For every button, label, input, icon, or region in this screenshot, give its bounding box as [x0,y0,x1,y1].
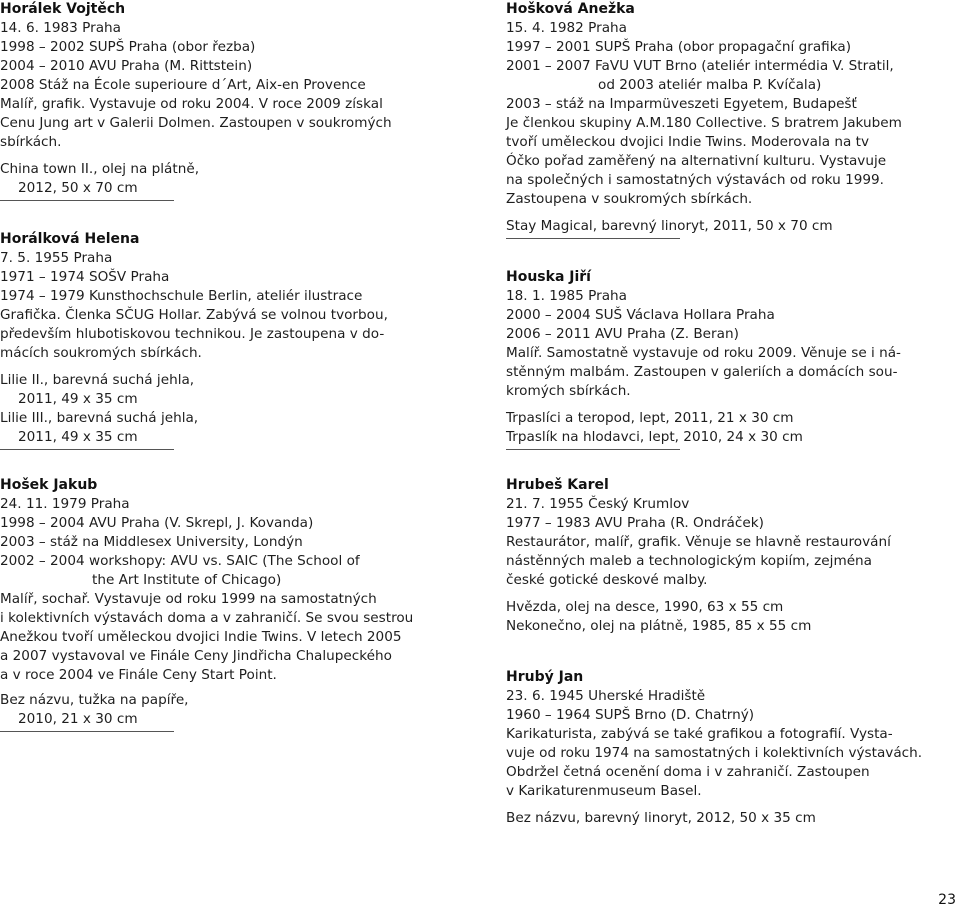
bio-line: Obdržel četná ocenění doma i v zahraničí. Zastoupen [506,764,870,780]
artist-entry [0,0,455,201]
artwork-line: Stay Magical, barevný linoryt, 2011, 50 x 70 cm [506,218,833,234]
artist-entry [506,0,960,239]
artwork-line: 2012, 50 x 70 cm [18,180,138,196]
artwork-line: Hvězda, olej na desce, 1990, 63 x 55 cm [506,599,784,615]
artwork-line: Nekonečno, olej na plátně, 1985, 85 x 55 cm [506,618,812,634]
bio-line: stěnným malbám. Zastoupen v galeriích a domácích sou- [506,364,898,380]
artist-entry [0,230,455,450]
artist-name: Hrubeš Karel [506,477,609,493]
artwork-line: Bez názvu, barevný linoryt, 2012, 50 x 35 cm [506,810,816,826]
bio-line: na společných i samostatných výstavách od roku 1999. [506,172,884,188]
artist-entry [0,476,455,732]
bio-line: Restaurátor, malíř, grafik. Věnuje se hlavně restaurování [506,534,891,550]
bio-line: Karikaturista, zabývá se také grafikou a fotografií. Vysta- [506,726,893,742]
bio-line: 1971 – 1974 SOŠV Praha [0,269,170,285]
bio-line: 1974 – 1979 Kunsthochschule Berlin, ateliér ilustrace [0,288,363,304]
bio-line: 1998 – 2002 SUPŠ Praha (obor řezba) [0,39,256,55]
bio-line: Malíř, sochař. Vystavuje od roku 1999 na samostatných [0,591,377,607]
bio-line: Anežkou tvoří uměleckou dvojici Indie Twins. V letech 2005 [0,629,402,645]
separator-rule [506,238,680,239]
artist-entry [506,268,960,450]
bio-line: a v roce 2004 ve Finále Ceny Start Point. [0,667,277,683]
artist-name: Hrubý Jan [506,669,584,685]
bio-line: 1960 – 1964 SUPŠ Brno (D. Chatrný) [506,707,755,723]
artwork-line: 2011, 49 x 35 cm [18,391,138,407]
birth-line: 7. 5. 1955 Praha [0,250,113,266]
bio-line: 2003 – stáž na Imparmüveszeti Egyetem, Budapešť [506,96,857,112]
bio-line: Grafička. Členka SČUG Hollar. Zabývá se volnou tvorbou, [0,307,388,323]
bio-line: především hlubotiskovou technikou. Je zastoupena v do- [0,326,385,342]
bio-line: vuje od roku 1974 na samostatných i kolektivních výstavách. [506,745,923,761]
birth-line: 14. 6. 1983 Praha [0,20,121,36]
artwork-line: Trpaslíci a teropod, lept, 2011, 21 x 30 cm [506,410,794,426]
bio-line: tvoří uměleckou dvojici Indie Twins. Moderovala na tv [506,134,870,150]
artist-name: Hošková Anežka [506,1,635,17]
page-number: 23 [938,892,956,908]
birth-line: 15. 4. 1982 Praha [506,20,627,36]
artwork-line: Lilie III., barevná suchá jehla, [0,410,199,426]
bio-line: Óčko pořad zaměřený na alternativní kulturu. Vystavuje [506,153,887,169]
bio-line: sbírkách. [0,134,62,150]
birth-line: 18. 1. 1985 Praha [506,288,627,304]
artist-name: Horálková Helena [0,231,140,247]
bio-line: 2004 – 2010 AVU Praha (M. Rittstein) [0,58,253,74]
artwork-line: China town II., olej na plátně, [0,161,200,177]
artwork-line: 2011, 49 x 35 cm [18,429,138,445]
birth-line: 23. 6. 1945 Uherské Hradiště [506,688,706,704]
bio-line: 2001 – 2007 FaVU VUT Brno (ateliér intermédia V. Stratil, [506,58,894,74]
bio-line: nástěnných maleb a technologickým kopiím, zejména [506,553,873,569]
bio-line: 2008 Stáž na École superioure d´Art, Aix-en Provence [0,77,366,93]
bio-line: 1977 – 1983 AVU Praha (R. Ondráček) [506,515,764,531]
bio-line: kromých sbírkách. [506,383,631,399]
artwork-line: Trpaslík na hlodavci, lept, 2010, 24 x 30 cm [506,429,803,445]
bio-line: 2002 – 2004 workshopy: AVU vs. SAIC (The School of [0,553,360,569]
artwork-line: 2010, 21 x 30 cm [18,711,138,727]
bio-line: Malíř, grafik. Vystavuje od roku 2004. V roce 2009 získal [0,96,383,112]
bio-line: Zastoupena v soukromých sbírkách. [506,191,753,207]
artist-entry [506,668,960,828]
bio-line: 1998 – 2004 AVU Praha (V. Skrepl, J. Kovanda) [0,515,314,531]
artwork-line: Lilie II., barevná suchá jehla, [0,372,195,388]
artist-entry [506,476,960,636]
artist-name: Hošek Jakub [0,477,98,493]
birth-line: 24. 11. 1979 Praha [0,496,130,512]
bio-line: a 2007 vystavoval ve Finále Ceny Jindřicha Chalupeckého [0,648,392,664]
bio-line: Malíř. Samostatně vystavuje od roku 2009. Věnuje se i ná- [506,345,901,361]
bio-line: Cenu Jung art v Galerii Dolmen. Zastoupen v soukromých [0,115,392,131]
separator-rule [0,200,174,201]
bio-line: v Karikaturenmuseum Basel. [506,783,702,799]
bio-line: i kolektivních výstavách doma a v zahraničí. Se svou sestrou [0,610,414,626]
separator-rule [0,449,174,450]
bio-line: české gotické deskové malby. [506,572,708,588]
bio-line: 1997 – 2001 SUPŠ Praha (obor propagační grafika) [506,39,852,55]
bio-line: 2003 – stáž na Middlesex University, Londýn [0,534,303,550]
bio-line: 2006 – 2011 AVU Praha (Z. Beran) [506,326,739,342]
artist-name: Houska Jiří [506,269,591,285]
artwork-line: Bez názvu, tužka na papíře, [0,692,189,708]
bio-line: the Art Institute of Chicago) [92,572,282,588]
separator-rule [0,731,174,732]
birth-line: 21. 7. 1955 Český Krumlov [506,496,690,512]
bio-line: mácích soukromých sbírkách. [0,345,202,361]
bio-line: Je členkou skupiny A.M.180 Collective. S bratrem Jakubem [506,115,902,131]
artist-name: Horálek Vojtěch [0,1,126,17]
separator-rule [506,449,680,450]
bio-line: od 2003 ateliér malba P. Kvíčala) [598,77,822,93]
bio-line: 2000 – 2004 SUŠ Václava Hollara Praha [506,307,775,323]
